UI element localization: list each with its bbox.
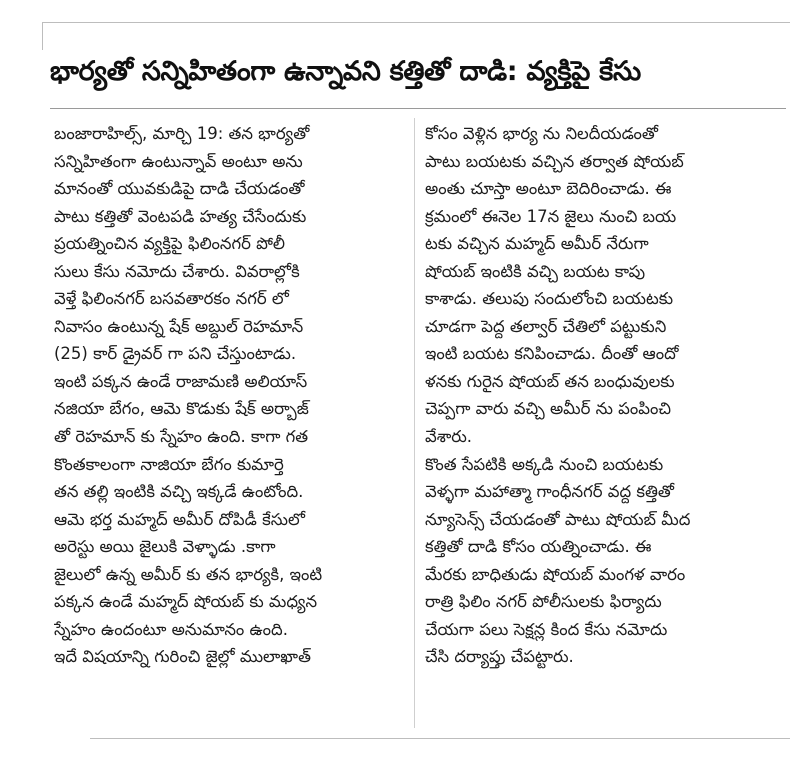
article-text-line: నివాసం ఉంటున్న షేక్ అబ్దుల్ రెహమాన్ bbox=[54, 316, 304, 336]
article-text-line: టకు వచ్చిన మహ్మద్ అమీర్ నేరుగా bbox=[425, 234, 649, 254]
article-text-line: కోసం వెళ్లిన భార్య ను నిలదీయడంతో bbox=[425, 124, 659, 143]
left-border-rule bbox=[42, 22, 43, 50]
article-text-line: సన్నిహితంగా ఉంటున్నావ్ అంటూ అను bbox=[54, 151, 303, 171]
article-text-line: వెళ్ళగా మహాత్మా గాంధీనగర్ వద్ద కత్తితో bbox=[425, 482, 674, 502]
article-text-line: తో రెహమాన్ కు స్నేహం ఉంది. కాగా గత bbox=[54, 427, 309, 447]
article-text-line: క్రమంలో ఈనెల 17న జైలు నుంచి బయ bbox=[425, 206, 677, 226]
article-text-line: కొంతకాలంగా నాజియా బేగం కుమార్తె bbox=[54, 454, 284, 474]
article-column-right bbox=[425, 120, 780, 671]
article-text-line: ళనకు గురైన షోయబ్ తన బంధువులకు bbox=[425, 371, 675, 391]
article-text-line: చూడగా పెద్ద తల్వార్ చేతిలో పట్టుకుని bbox=[425, 316, 667, 336]
article-text-line: కాశాడు. తలుపు సందులోంచి బయటకు bbox=[425, 289, 674, 309]
article-text-line: తన తల్లి ఇంటికి వచ్చి ఇక్కడే ఉంటోంది. bbox=[54, 482, 304, 502]
column-divider bbox=[414, 118, 415, 728]
article-text-line: కొంత సేపటికి అక్కడి నుంచి బయటకు bbox=[425, 454, 664, 474]
headline-underline bbox=[50, 108, 786, 109]
article-text-line: న్యూసెన్స్ చేయడంతో పాటు షోయబ్ మీద bbox=[425, 509, 691, 529]
article-text-line: ప్రయత్నించిన వ్యక్తిపై ఫిలింనగర్ పోలీ bbox=[54, 234, 286, 254]
article-text-line: స్నేహం ఉందంటూ అనుమానం ఉంది. bbox=[54, 619, 288, 639]
article-text-line: నజియా బేగం, ఆమె కొడుకు షేక్ అర్బాజ్ bbox=[54, 399, 309, 419]
article-text-line: షోయబ్ ఇంటికి వచ్చి బయట కాపు bbox=[425, 261, 646, 281]
article-text-line: అంతు చూస్తా అంటూ బెదిరించాడు. ఈ bbox=[425, 179, 672, 199]
article-text-line: పక్కన ఉండే మహ్మద్ షోయబ్ కు మధ్యన bbox=[54, 592, 318, 612]
article-text-line: సులు కేసు నమోదు చేశారు. వివరాల్లోకి bbox=[54, 261, 300, 281]
bottom-border-rule bbox=[90, 738, 790, 739]
article-text-line: చేసి దర్యాప్తు చేపట్టారు. bbox=[425, 647, 574, 667]
article-text-line: మేరకు బాధితుడు షోయబ్ మంగళ వారం bbox=[425, 564, 686, 584]
article-text-line: పాటు కత్తితో వెంటపడి హత్య చేసేందుకు bbox=[54, 206, 307, 226]
article-text-line: కత్తితో దాడి కోసం యత్నించాడు. ఈ bbox=[425, 537, 652, 557]
article-text-line: ఆమె భర్త మహ్మద్ అమీర్ దోపిడీ కేసులో bbox=[54, 509, 305, 529]
article-text-line: మానంతో యువకుడిపై దాడి చేయడంతో bbox=[54, 179, 305, 199]
article-text-line: (25) కార్ డ్రైవర్ గా పని చేస్తుంటాడు. bbox=[54, 344, 297, 364]
article-text-line: ఇదే విషయాన్ని గురించి జైల్లో ములాఖాత్ bbox=[54, 647, 311, 667]
article-text-line: చేయగా పలు సెక్షన్ల కింద కేసు నమోదు bbox=[425, 619, 668, 639]
article-text-line: చెప్పగా వారు వచ్చి అమీర్ ను పంపించి bbox=[425, 399, 672, 419]
article-text-line: అరెస్టు అయి జైలుకి వెళ్ళాడు .కాగా bbox=[54, 537, 276, 557]
article-text-line: ఇంటి పక్కన ఉండే రాజామణి అలియాస్ bbox=[54, 371, 308, 391]
article-text-line: రాత్రి ఫిలిం నగర్ పోలీసులకు ఫిర్యాదు bbox=[425, 592, 662, 612]
article-column-left bbox=[54, 120, 409, 671]
article-headline: భార్యతో సన్నిహితంగా ఉన్నావని కత్తితో దాడి: వ్యక్తిపై కేసు bbox=[50, 56, 641, 87]
top-border-rule bbox=[42, 22, 790, 23]
article-text-line: వెళ్తే ఫిలింనగర్ బసవతారకం నగర్ లో bbox=[54, 289, 289, 309]
article-text-line: బంజారాహిల్స్, మార్చి 19: తన భార్యతో bbox=[54, 124, 310, 143]
article-text-line: పాటు బయటకు వచ్చిన తర్వాత షోయబ్ bbox=[425, 151, 684, 171]
article-text-line: వేశారు. bbox=[425, 427, 473, 447]
article-text-line: జైలులో ఉన్న అమీర్ కు తన భార్యకి, ఇంటి bbox=[54, 564, 323, 584]
article-text-line: ఇంటి బయట కనిపించాడు. దీంతో ఆందో bbox=[425, 344, 679, 364]
